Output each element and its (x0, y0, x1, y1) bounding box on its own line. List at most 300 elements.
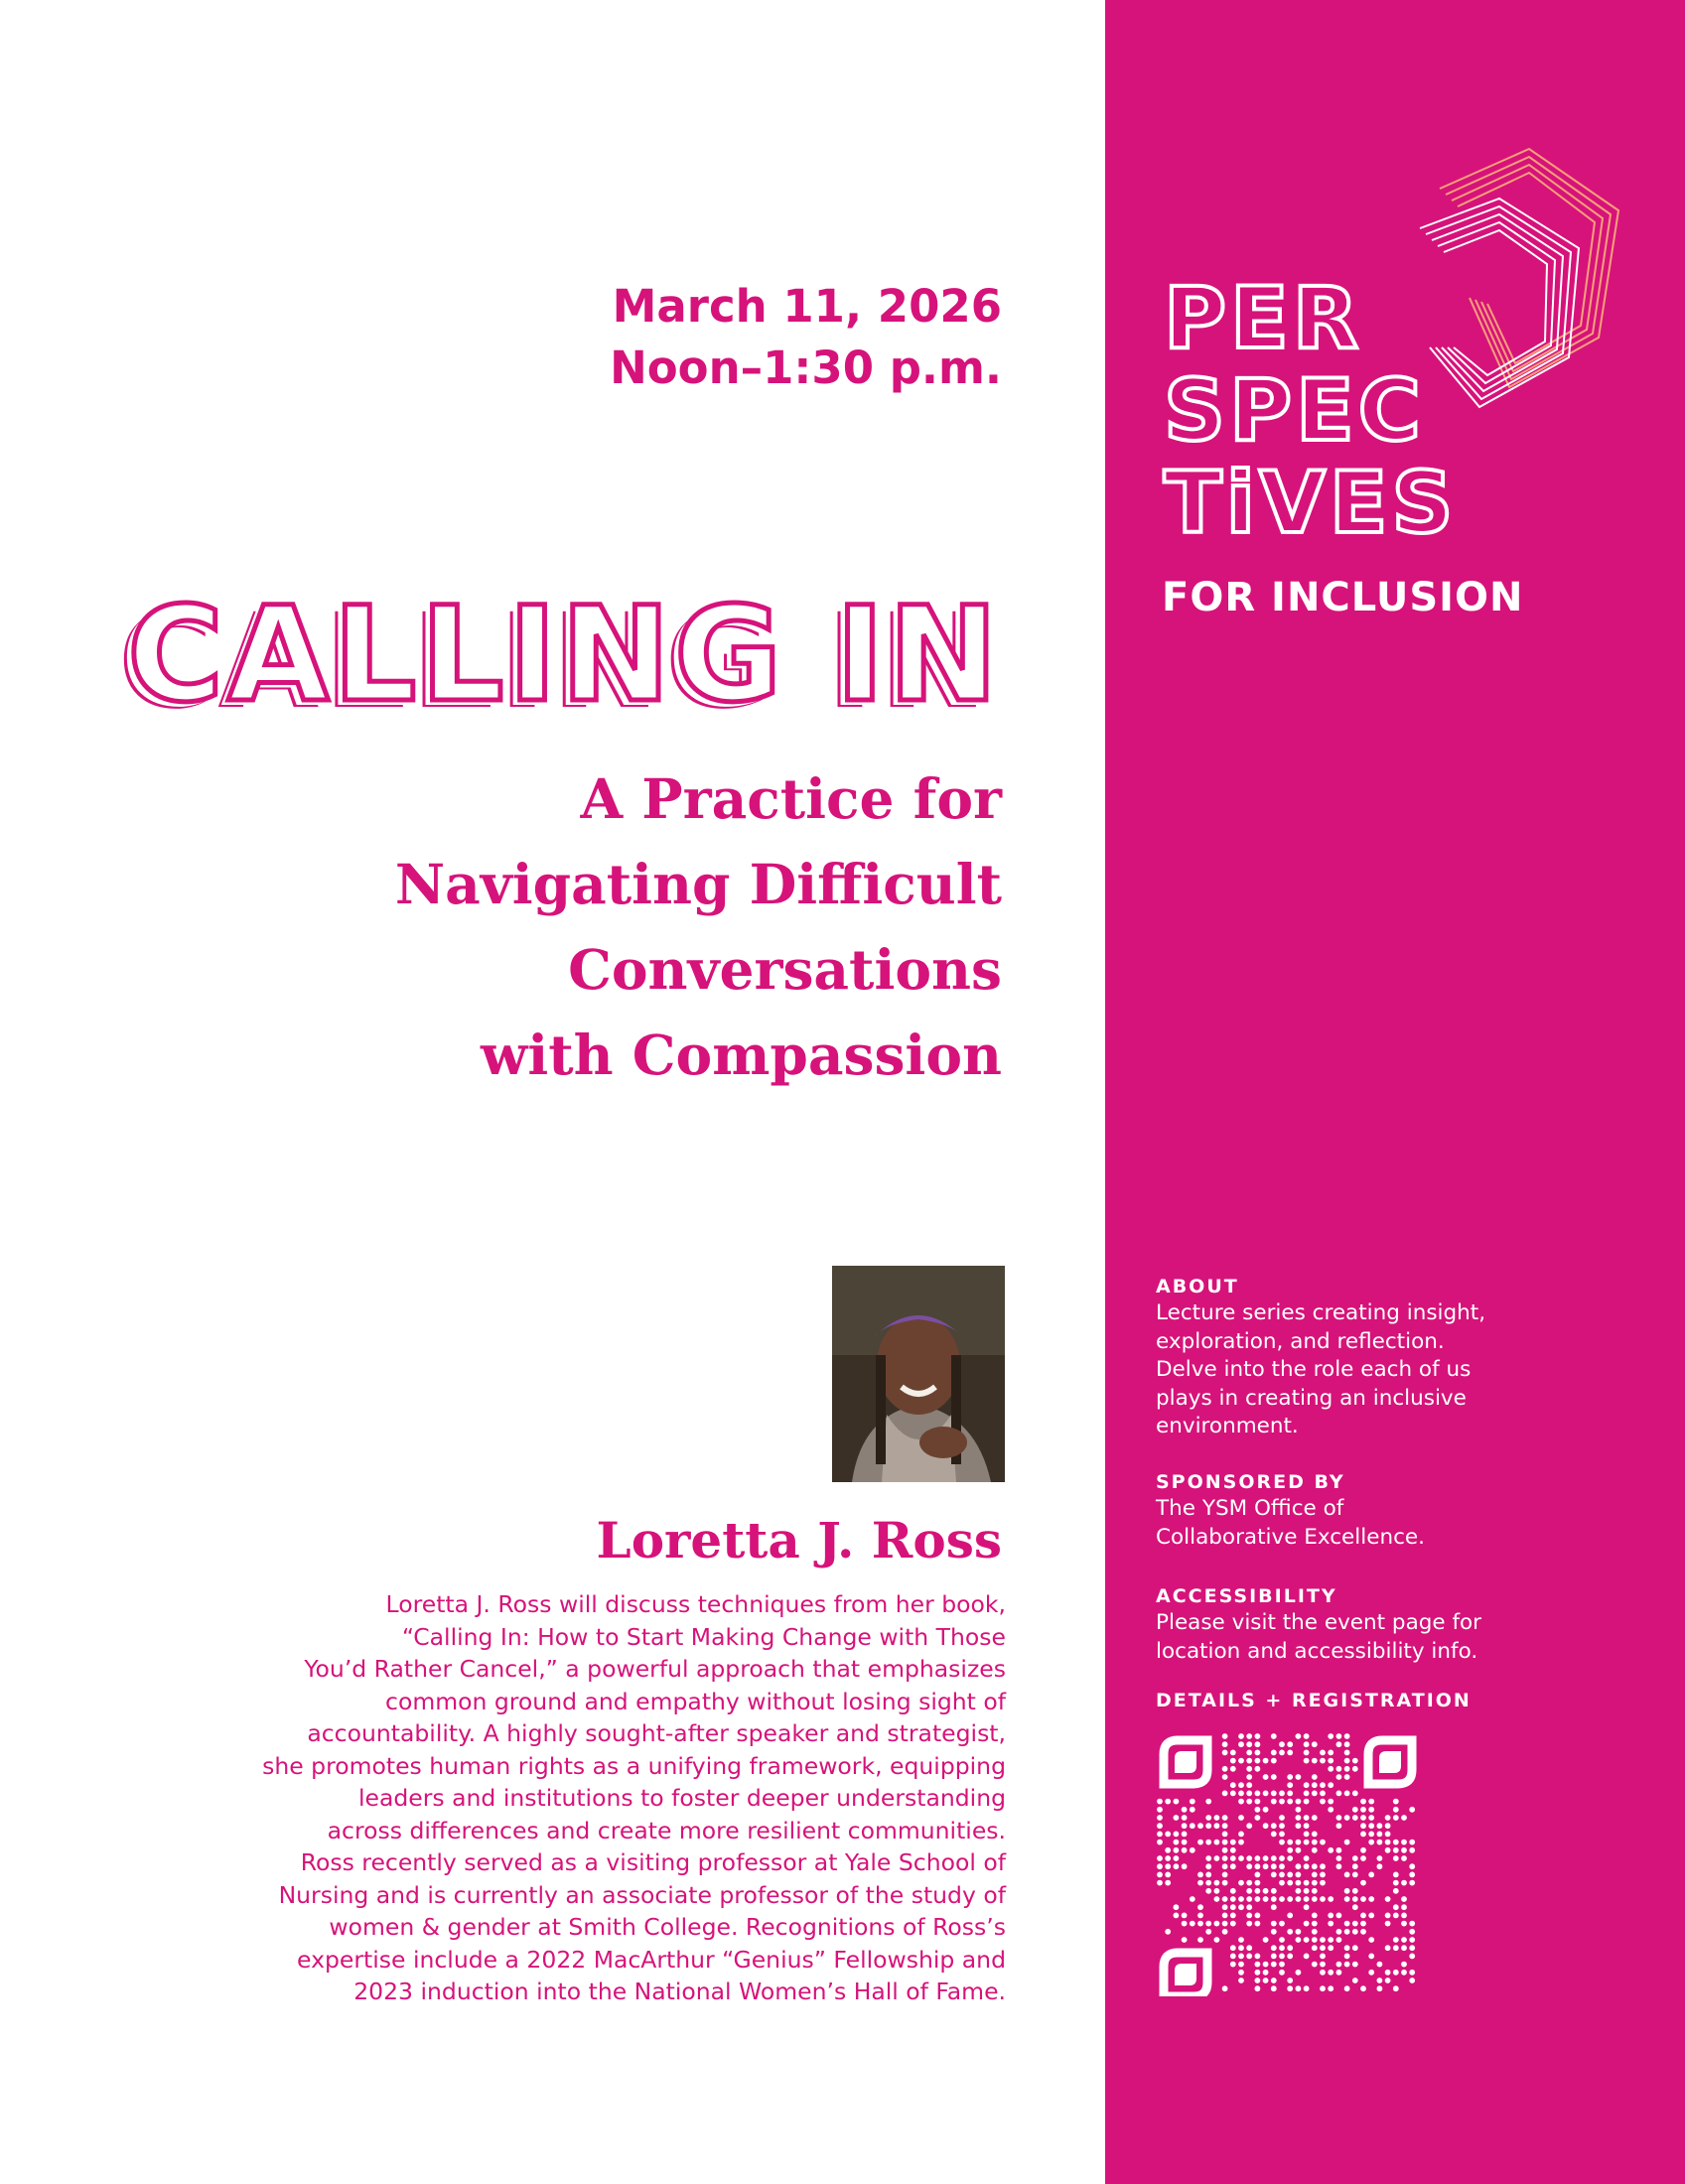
about-line: environment. (1156, 1414, 1299, 1438)
qr-module (1271, 1904, 1277, 1910)
qr-module (1401, 1913, 1407, 1919)
qr-module (1328, 1766, 1334, 1772)
qr-module (1336, 1855, 1342, 1861)
qr-module (1287, 1913, 1293, 1919)
bio-line: Ross recently served as a visiting professor at Yale School of (300, 1848, 1006, 1876)
qr-module (1368, 1832, 1374, 1838)
qr-module (1360, 1985, 1366, 1991)
qr-module (1304, 1863, 1310, 1869)
qr-module (1222, 1985, 1228, 1991)
qr-module (1336, 1929, 1342, 1935)
qr-module (1238, 1741, 1244, 1747)
qr-module (1312, 1782, 1318, 1788)
qr-module (1263, 1823, 1269, 1829)
qr-module (1393, 1799, 1399, 1805)
qr-module (1296, 1985, 1302, 1991)
qr-module (1230, 1921, 1236, 1927)
qr-module (1222, 1741, 1228, 1747)
qr-module (1190, 1799, 1195, 1805)
qr-module (1320, 1758, 1326, 1764)
qr-module (1182, 1832, 1188, 1838)
qr-module (1255, 1758, 1261, 1764)
qr-module (1344, 1733, 1350, 1739)
qr-module (1287, 1978, 1293, 1983)
qr-module (1165, 1855, 1171, 1861)
qr-module (1165, 1799, 1171, 1805)
qr-module (1197, 1937, 1203, 1943)
bio-line: 2023 induction into the National Women’s Hall of Fame. (353, 1978, 1006, 2005)
bio-line: Loretta J. Ross will discuss techniques from her book, (385, 1590, 1006, 1618)
qr-module (1279, 1896, 1285, 1902)
qr-module (1214, 1888, 1220, 1894)
qr-module (1255, 1872, 1261, 1878)
qr-module (1182, 1815, 1188, 1821)
qr-module (1182, 1847, 1188, 1853)
qr-module (1328, 1799, 1334, 1805)
about-section (1156, 1274, 1613, 1441)
qr-module (1279, 1954, 1285, 1960)
qr-module (1246, 1896, 1252, 1902)
qr-module (1312, 1758, 1318, 1764)
qr-module (1401, 1880, 1407, 1886)
qr-module (1320, 1896, 1326, 1902)
qr-module (1368, 1913, 1374, 1919)
qr-module (1409, 1929, 1415, 1935)
qr-module (1157, 1799, 1163, 1805)
qr-module (1165, 1847, 1171, 1853)
qr-module (1336, 1766, 1342, 1772)
qr-module (1368, 1896, 1374, 1902)
qr-module (1255, 1863, 1261, 1869)
qr-module (1296, 1733, 1302, 1739)
qr-module (1409, 1970, 1415, 1976)
bio-line: Nursing and is currently an associate professor of the study of (278, 1880, 1006, 1909)
qr-module (1296, 1823, 1302, 1829)
qr-module (1320, 1799, 1326, 1805)
accessibility-line: Please visit the event page for (1156, 1610, 1482, 1635)
qr-module (1393, 1872, 1399, 1878)
qr-module (1393, 1807, 1399, 1813)
qr-module (1255, 1985, 1261, 1991)
qr-module (1222, 1823, 1228, 1829)
qr-module (1222, 1774, 1228, 1780)
qr-module (1197, 1904, 1203, 1910)
bio-line: she promotes human rights as a unifying framework, equipping (262, 1751, 1006, 1780)
qr-module (1344, 1945, 1350, 1951)
sponsored-line: The YSM Office of (1156, 1496, 1344, 1521)
qr-module (1401, 1945, 1407, 1951)
qr-module (1182, 1913, 1188, 1919)
qr-module (1296, 1970, 1302, 1976)
qr-module (1320, 1962, 1326, 1968)
qr-module (1385, 1847, 1391, 1853)
qr-module (1271, 1823, 1277, 1829)
qr-module (1377, 1962, 1383, 1968)
qr-module (1312, 1945, 1318, 1951)
sponsored-heading: SPONSORED BY (1156, 1471, 1345, 1493)
qr-module (1214, 1823, 1220, 1829)
event-datetime (307, 276, 1002, 399)
qr-module (1157, 1880, 1163, 1886)
qr-module (1360, 1913, 1366, 1919)
qr-module (1279, 1880, 1285, 1886)
logo-word-line: TiVES (1164, 454, 1458, 553)
qr-module (1255, 1921, 1261, 1927)
qr-module (1222, 1913, 1228, 1919)
qr-module (1157, 1863, 1163, 1869)
qr-module (1393, 1855, 1399, 1861)
qr-module (1393, 1815, 1399, 1821)
qr-module (1304, 1758, 1310, 1764)
qr-module (1312, 1872, 1318, 1878)
qr-module (1287, 1945, 1293, 1951)
qr-module (1279, 1855, 1285, 1861)
qr-module (1328, 1913, 1334, 1919)
qr-module (1312, 1880, 1318, 1886)
qr-module (1352, 1758, 1358, 1764)
qr-module (1279, 1799, 1285, 1805)
qr-module (1287, 1782, 1293, 1788)
qr-module (1279, 1872, 1285, 1878)
qr-module (1312, 1840, 1318, 1845)
qr-module (1328, 1758, 1334, 1764)
qr-module (1238, 1840, 1244, 1845)
qr-module (1320, 1880, 1326, 1886)
qr-module (1222, 1791, 1228, 1797)
qr-module (1230, 1855, 1236, 1861)
qr-module (1344, 1791, 1350, 1797)
qr-module (1174, 1840, 1180, 1845)
qr-module (1246, 1913, 1252, 1919)
qr-module (1205, 1929, 1211, 1935)
qr-module (1263, 1774, 1269, 1780)
qr-module (1401, 1904, 1407, 1910)
qr-module (1246, 1799, 1252, 1805)
about-text (1156, 1299, 1613, 1441)
qr-module (1263, 1863, 1269, 1869)
qr-code-icon[interactable] (1156, 1732, 1420, 1996)
bio-line: across differences and create more resilient communities. (327, 1816, 1006, 1844)
qr-module (1230, 1791, 1236, 1797)
qr-module (1401, 1847, 1407, 1853)
qr-module (1271, 1750, 1277, 1756)
qr-module (1230, 1847, 1236, 1853)
qr-module (1271, 1791, 1277, 1797)
qr-module (1205, 1815, 1211, 1821)
bio-line: accountability. A highly sought-after speaker and strategist, (307, 1719, 1006, 1747)
qr-module (1304, 1840, 1310, 1845)
qr-module (1222, 1855, 1228, 1861)
qr-module (1182, 1921, 1188, 1927)
qr-module (1385, 1840, 1391, 1845)
qr-module (1263, 1937, 1269, 1943)
qr-module (1279, 1832, 1285, 1838)
qr-module (1344, 1962, 1350, 1968)
qr-module (1238, 1978, 1244, 1983)
qr-module (1157, 1855, 1163, 1861)
qr-module (1255, 1750, 1261, 1756)
qr-module (1352, 1888, 1358, 1894)
speaker-portrait-image (832, 1266, 1005, 1482)
qr-module (1238, 1733, 1244, 1739)
qr-module (1304, 1921, 1310, 1927)
qr-module (1393, 1904, 1399, 1910)
qr-module (1255, 1962, 1261, 1968)
qr-module (1214, 1880, 1220, 1886)
qr-module (1287, 1791, 1293, 1797)
qr-module (1304, 1985, 1310, 1991)
bio-line: women & gender at Smith College. Recognitions of Ross’s (329, 1913, 1006, 1941)
qr-module (1304, 1741, 1310, 1747)
qr-module (1296, 1863, 1302, 1869)
qr-module (1344, 1840, 1350, 1845)
qr-module (1287, 1929, 1293, 1935)
qr-module (1352, 1904, 1358, 1910)
qr-module (1296, 1896, 1302, 1902)
qr-module (1255, 1896, 1261, 1902)
qr-module (1214, 1840, 1220, 1845)
qr-module (1255, 1855, 1261, 1861)
qr-module (1182, 1863, 1188, 1869)
qr-module (1238, 1904, 1244, 1910)
qr-module (1205, 1863, 1211, 1869)
qr-module (1409, 1945, 1415, 1951)
qr-module (1352, 1872, 1358, 1878)
qr-module (1409, 1921, 1415, 1927)
qr-module (1385, 1913, 1391, 1919)
subtitle-line: A Practice for (580, 766, 1002, 831)
qr-module (1222, 1733, 1228, 1739)
qr-module (1344, 1954, 1350, 1960)
qr-module (1320, 1782, 1326, 1788)
qr-module (1312, 1774, 1318, 1780)
qr-module (1344, 1896, 1350, 1902)
qr-module (1279, 1962, 1285, 1968)
qr-module (1312, 1847, 1318, 1853)
qr-module (1368, 1970, 1374, 1976)
qr-module (1328, 1847, 1334, 1853)
qr-module (1246, 1880, 1252, 1886)
qr-module (1409, 1807, 1415, 1813)
qr-module (1174, 1863, 1180, 1869)
qr-module (1344, 1888, 1350, 1894)
subtitle-line: Navigating Difficult (394, 852, 1002, 916)
qr-module (1255, 1880, 1261, 1886)
qr-module (1393, 1945, 1399, 1951)
qr-module (1344, 1872, 1350, 1878)
qr-module (1296, 1840, 1302, 1845)
registration-heading: DETAILS + REGISTRATION (1156, 1690, 1472, 1711)
qr-module (1271, 1733, 1277, 1739)
qr-module (1230, 1962, 1236, 1968)
qr-module (1279, 1970, 1285, 1976)
qr-module (1287, 1896, 1293, 1902)
qr-module (1205, 1921, 1211, 1927)
qr-module (1246, 1766, 1252, 1772)
qr-module (1230, 1750, 1236, 1756)
accessibility-text (1156, 1609, 1613, 1666)
qr-module (1222, 1880, 1228, 1886)
qr-module (1320, 1945, 1326, 1951)
qr-module (1238, 1758, 1244, 1764)
qr-module (1352, 1807, 1358, 1813)
qr-module (1360, 1896, 1366, 1902)
qr-module (1336, 1815, 1342, 1821)
qr-module (1238, 1937, 1244, 1943)
qr-module (1271, 1954, 1277, 1960)
qr-module (1230, 1904, 1236, 1910)
qr-module (1230, 1840, 1236, 1845)
qr-module (1320, 1985, 1326, 1991)
qr-module (1312, 1741, 1318, 1747)
qr-module (1214, 1937, 1220, 1943)
qr-module (1246, 1855, 1252, 1861)
qr-module (1287, 1750, 1293, 1756)
qr-module (1344, 1750, 1350, 1756)
qr-module (1238, 1962, 1244, 1968)
qr-module (1190, 1807, 1195, 1813)
event-date: March 11, 2026 (612, 280, 1002, 333)
qr-module (1336, 1962, 1342, 1968)
accessibility-section (1156, 1583, 1613, 1666)
qr-module (1246, 1750, 1252, 1756)
about-line: Delve into the role each of us (1156, 1357, 1472, 1382)
qr-module (1328, 1896, 1334, 1902)
qr-module (1222, 1929, 1228, 1935)
qr-module (1174, 1847, 1180, 1853)
qr-module (1377, 1840, 1383, 1845)
qr-module (1344, 1921, 1350, 1927)
qr-module (1360, 1921, 1366, 1927)
qr-module (1182, 1807, 1188, 1813)
qr-module (1271, 1758, 1277, 1764)
qr-module (1401, 1855, 1407, 1861)
qr-module (1304, 1888, 1310, 1894)
qr-module (1238, 1855, 1244, 1861)
qr-module (1246, 1888, 1252, 1894)
qr-module (1222, 1766, 1228, 1772)
qr-module (1360, 1807, 1366, 1813)
qr-module (1246, 1782, 1252, 1788)
about-line: Lecture series creating insight, (1156, 1300, 1486, 1325)
qr-module (1174, 1855, 1180, 1861)
qr-module (1409, 1978, 1415, 1983)
qr-module (1336, 1937, 1342, 1943)
subtitle-line: with Compassion (480, 1023, 1002, 1087)
qr-module (1296, 1799, 1302, 1805)
qr-module (1296, 1815, 1302, 1821)
qr-module (1352, 1929, 1358, 1935)
qr-module (1205, 1888, 1211, 1894)
qr-module (1360, 1799, 1366, 1805)
qr-module (1246, 1921, 1252, 1927)
qr-module (1222, 1863, 1228, 1869)
qr-module (1238, 1880, 1244, 1886)
qr-module (1255, 1741, 1261, 1747)
qr-module (1279, 1921, 1285, 1927)
qr-module (1409, 1863, 1415, 1869)
qr-module (1263, 1888, 1269, 1894)
qr-module (1377, 1985, 1383, 1991)
qr-module (1304, 1733, 1310, 1739)
qr-module (1320, 1791, 1326, 1797)
qr-module (1190, 1847, 1195, 1853)
qr-module (1320, 1750, 1326, 1756)
qr-module (1393, 1847, 1399, 1853)
qr-module (1336, 1970, 1342, 1976)
qr-module (1255, 1954, 1261, 1960)
qr-module (1393, 1880, 1399, 1886)
bio-line: common ground and empathy without losing sight of (385, 1687, 1006, 1715)
qr-module (1230, 1766, 1236, 1772)
qr-module (1174, 1832, 1180, 1838)
qr-module (1409, 1872, 1415, 1878)
qr-module (1360, 1929, 1366, 1935)
sponsored-line: Collaborative Excellence. (1156, 1524, 1425, 1550)
qr-module (1401, 1937, 1407, 1943)
qr-module (1409, 1937, 1415, 1943)
qr-module (1368, 1799, 1374, 1805)
qr-module (1304, 1904, 1310, 1910)
qr-module (1287, 1872, 1293, 1878)
qr-module (1174, 1913, 1180, 1919)
qr-module (1255, 1733, 1261, 1739)
bio-line: leaders and institutions to foster deeper understanding (358, 1784, 1006, 1812)
qr-module (1296, 1888, 1302, 1894)
qr-module (1320, 1937, 1326, 1943)
about-line: exploration, and reflection. (1156, 1328, 1445, 1354)
qr-module (1296, 1929, 1302, 1935)
qr-module (1279, 1741, 1285, 1747)
qr-module (1352, 1855, 1358, 1861)
qr-module (1230, 1758, 1236, 1764)
qr-module (1279, 1937, 1285, 1943)
qr-module (1312, 1791, 1318, 1797)
qr-module (1190, 1896, 1195, 1902)
qr-module (1393, 1888, 1399, 1894)
about-line: plays in creating an inclusive (1156, 1385, 1467, 1411)
qr-module (1157, 1840, 1163, 1845)
accessibility-line: location and accessibility info. (1156, 1638, 1478, 1664)
logo-word-line: PER (1164, 269, 1362, 368)
qr-module (1287, 1774, 1293, 1780)
event-subtitle (208, 756, 1002, 1098)
qr-module (1352, 1863, 1358, 1869)
qr-module (1312, 1863, 1318, 1869)
qr-module (1401, 1840, 1407, 1845)
qr-module (1271, 1978, 1277, 1983)
qr-module (1393, 1937, 1399, 1943)
qr-module (1271, 1888, 1277, 1894)
qr-module (1271, 1929, 1277, 1935)
qr-module (1409, 1840, 1415, 1845)
qr-module (1238, 1945, 1244, 1951)
qr-module (1401, 1815, 1407, 1821)
qr-module (1197, 1921, 1203, 1927)
qr-module (1157, 1807, 1163, 1813)
qr-module (1377, 1823, 1383, 1829)
qr-module (1246, 1863, 1252, 1869)
qr-module (1197, 1872, 1203, 1878)
qr-module (1205, 1855, 1211, 1861)
qr-module (1246, 1791, 1252, 1797)
qr-module (1344, 1741, 1350, 1747)
qr-module (1336, 1774, 1342, 1780)
bio-line: You’d Rather Cancel,” a powerful approach that emphasizes (304, 1655, 1006, 1683)
qr-module (1409, 1880, 1415, 1886)
qr-module (1255, 1799, 1261, 1805)
qr-module (1344, 1758, 1350, 1764)
